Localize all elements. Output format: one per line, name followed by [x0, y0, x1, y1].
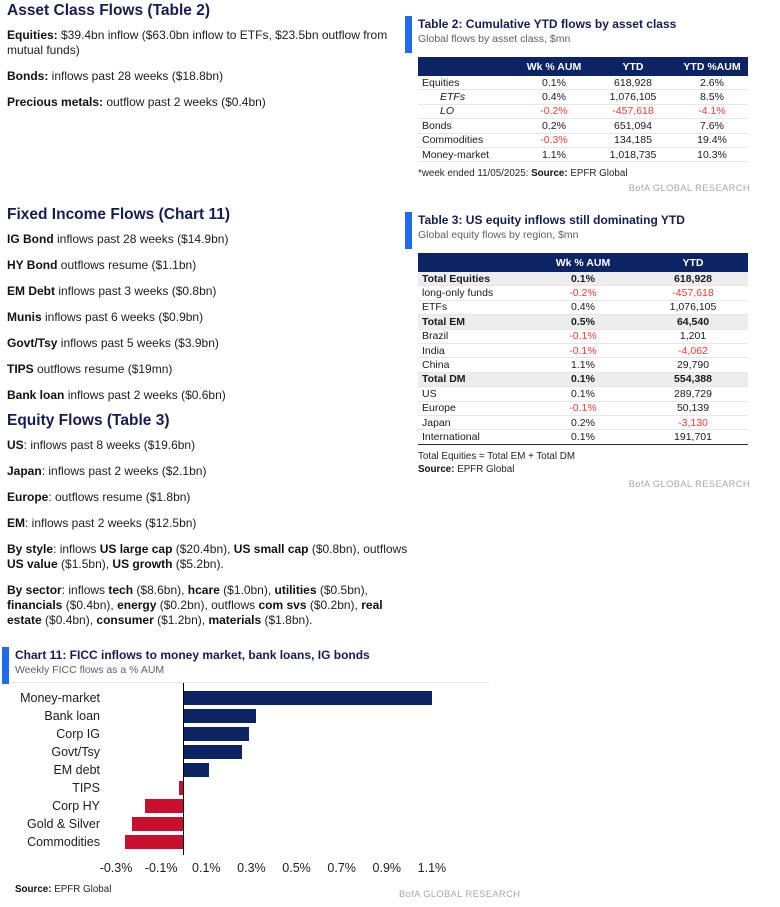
row-label: Total Equities: [418, 272, 528, 286]
table-row: [418, 329, 748, 343]
column-header: YTD: [638, 253, 748, 272]
row-label: Money-market: [418, 147, 518, 161]
table3-footnote: [418, 450, 750, 476]
cell-value: 2.6%: [676, 76, 748, 90]
bofa-brand-line: BofA GLOBAL RESEARCH: [628, 478, 750, 489]
cell-value: -457,618: [638, 286, 748, 300]
table2-footnote: [418, 167, 750, 180]
table-row: [418, 119, 748, 133]
cell-value: -0.1%: [528, 329, 638, 343]
x-tick-label: 0.9%: [372, 861, 402, 875]
bar-em-debt: [184, 763, 209, 777]
source-value: EPFR Global: [51, 884, 112, 895]
x-tick-label: 0.5%: [282, 861, 311, 875]
table-row: [418, 315, 748, 329]
table-row: [418, 104, 748, 118]
cell-value: 1.1%: [528, 358, 638, 372]
accent-bar: [405, 16, 412, 53]
table3-title: Table 3: US equity inflows still dominating YTD: [418, 213, 685, 227]
commentary-paragraph: By style: inflows US large cap ($20.4bn), US small cap ($0.8bn), outflows US value ($1.5bn), US growth ($5.2bn).: [7, 542, 408, 571]
cell-value: -4.1%: [676, 104, 748, 118]
equity-flows-by-region-table: [418, 253, 748, 445]
table-row: [418, 415, 748, 429]
column-header: [418, 253, 528, 272]
row-label: LO: [418, 104, 518, 118]
table3-header: [405, 210, 750, 248]
category-label: Gold & Silver: [27, 817, 100, 831]
source-value: EPFR Global: [567, 168, 628, 180]
cell-value: 0.1%: [518, 76, 590, 90]
bar-govt-tsy: [184, 745, 243, 759]
column-header: Wk % AUM: [528, 253, 638, 272]
category-label: Commodities: [27, 835, 100, 849]
cell-value: 0.1%: [528, 272, 638, 286]
row-label: ETFs: [418, 300, 528, 314]
cell-value: 8.5%: [676, 90, 748, 104]
cell-value: -0.1%: [528, 401, 638, 415]
chart11-panel: [2, 645, 489, 895]
table2-title: Table 2: Cumulative YTD flows by asset class: [418, 17, 677, 31]
table2-header: [405, 14, 750, 52]
category-label: Money-market: [20, 691, 100, 705]
commentary-paragraph: Bank loan inflows past 2 weeks ($0.6bn): [7, 388, 226, 402]
x-tick-label: -0.1%: [144, 861, 178, 875]
category-label: Bank loan: [44, 709, 100, 723]
chart11-plot: [2, 686, 489, 875]
cell-value: 19.4%: [676, 133, 748, 147]
table-row: [418, 430, 748, 444]
cell-value: -0.2%: [528, 286, 638, 300]
commentary-paragraph: Europe: outflows resume ($1.8bn): [7, 490, 191, 504]
source-label: Source:: [15, 884, 52, 895]
cell-value: 651,094: [590, 119, 676, 133]
cell-value: 50,139: [638, 401, 748, 415]
asset-class-flows-table: [418, 57, 748, 162]
commentary-paragraph: EM Debt inflows past 3 weeks ($0.8bn): [7, 284, 217, 298]
table-row: [418, 358, 748, 372]
accent-bar: [405, 212, 412, 249]
row-label: Total DM: [418, 372, 528, 386]
cell-value: 191,701: [638, 430, 748, 444]
cell-value: 1,076,105: [638, 300, 748, 314]
category-label: TIPS: [72, 781, 100, 795]
category-label: Corp HY: [52, 799, 100, 813]
commentary-paragraph: Japan: inflows past 2 weeks ($2.1bn): [7, 464, 207, 478]
table-row: [418, 133, 748, 147]
section-1: [7, 205, 412, 414]
chart11-subtitle: Weekly FICC flows as a % AUM: [15, 664, 165, 676]
cell-value: 0.1%: [528, 430, 638, 444]
cell-value: 0.2%: [528, 415, 638, 429]
row-label: Commodities: [418, 133, 518, 147]
cell-value: 0.2%: [518, 119, 590, 133]
commentary-paragraph: Equities: $39.4bn inflow ($63.0bn inflow to ETFs, $23.5bn outflow from mutual funds): [7, 28, 388, 57]
section-heading: Fixed Income Flows (Chart 11): [7, 206, 231, 223]
chart11-header: [2, 645, 489, 683]
row-label: Total EM: [418, 315, 528, 329]
chart11-title: Chart 11: FICC inflows to money market, bank loans, IG bonds: [15, 648, 370, 662]
cell-value: -0.2%: [518, 104, 590, 118]
table-row: [418, 147, 748, 161]
row-label: ETFs: [418, 90, 518, 104]
category-label: EM debt: [53, 763, 100, 777]
commentary-paragraph: By sector: inflows tech ($8.6bn), hcare ($1.0bn), utilities ($0.5bn), financials ($0.4bn), energy ($0.2bn), outflows com svs ($0.2bn), real estate ($0.4bn), consumer ($1.2bn), materials ($1.8bn).: [7, 583, 383, 627]
zero-axis-line: [183, 683, 185, 855]
x-axis-ticks: [99, 861, 459, 877]
section-heading: Equity Flows (Table 3): [7, 412, 170, 429]
section-0: [7, 1, 412, 121]
row-label: International: [418, 430, 528, 444]
x-tick-label: 0.3%: [237, 861, 266, 875]
cell-value: 289,729: [638, 387, 748, 401]
cell-value: 554,388: [638, 372, 748, 386]
cell-value: 10.3%: [676, 147, 748, 161]
category-label: Govt/Tsy: [51, 745, 100, 759]
source-label: Source:: [418, 463, 455, 475]
row-label: Brazil: [418, 329, 528, 343]
table-row: [418, 387, 748, 401]
cell-value: 1,018,735: [590, 147, 676, 161]
x-tick-label: -0.3%: [99, 861, 133, 875]
source-label: Source:: [531, 168, 568, 180]
bar-gold-silver: [132, 817, 184, 831]
column-header: YTD %AUM: [676, 57, 748, 76]
cell-value: 64,540: [638, 315, 748, 329]
table2-card: [405, 14, 750, 193]
cell-value: 618,928: [590, 76, 676, 90]
section-2: [7, 411, 412, 639]
bar-corp-hy: [145, 799, 183, 813]
bars-area: [107, 686, 459, 852]
cell-value: 618,928: [638, 272, 748, 286]
bar-money-market: [184, 691, 432, 705]
commentary-paragraph: US: inflows past 8 weeks ($19.6bn): [7, 438, 196, 452]
commentary-paragraph: IG Bond inflows past 28 weeks ($14.9bn): [7, 232, 229, 246]
row-label: India: [418, 343, 528, 357]
cell-value: 1,201: [638, 329, 748, 343]
row-label: long-only funds: [418, 286, 528, 300]
cell-value: 0.5%: [528, 315, 638, 329]
footnote-text: *week ended 11/05/2025:: [418, 168, 532, 180]
source-value: EPFR Global: [454, 463, 515, 475]
footnote-text: Total Equities = Total EM + Total DM: [418, 450, 576, 462]
commentary-paragraph: Bonds: inflows past 28 weeks ($18.8bn): [7, 69, 224, 83]
cell-value: 1,076,105: [590, 90, 676, 104]
bofa-brand-footer: BofA GLOBAL RESEARCH: [399, 889, 521, 899]
cell-value: 0.1%: [528, 372, 638, 386]
table-row: [418, 90, 748, 104]
commentary-paragraph: HY Bond outflows resume ($1.1bn): [7, 258, 197, 272]
cell-value: -4,062: [638, 343, 748, 357]
cell-value: 7.6%: [676, 119, 748, 133]
category-label: Corp IG: [56, 727, 100, 741]
cell-value: 134,185: [590, 133, 676, 147]
bar-bank-loan: [184, 709, 256, 723]
row-label: Bonds: [418, 119, 518, 133]
table-row: [418, 300, 748, 314]
table-row: [418, 272, 748, 286]
table3-subtitle: Global equity flows by region, $mn: [418, 229, 579, 241]
row-label: US: [418, 387, 528, 401]
bofa-brand-line: BofA GLOBAL RESEARCH: [628, 183, 750, 194]
cell-value: -0.3%: [518, 133, 590, 147]
column-header: [418, 57, 518, 76]
table-row: [418, 372, 748, 386]
cell-value: -457,618: [590, 104, 676, 118]
column-header: Wk % AUM: [518, 57, 590, 76]
table3-card: [405, 210, 750, 489]
commentary-paragraph: Precious metals: outflow past 2 weeks ($0.4bn): [7, 95, 266, 109]
cell-value: -3,130: [638, 415, 748, 429]
bar-corp-ig: [184, 727, 249, 741]
row-label: China: [418, 358, 528, 372]
cell-value: 0.4%: [518, 90, 590, 104]
cell-value: 29,790: [638, 358, 748, 372]
x-tick-label: 0.7%: [327, 861, 356, 875]
table-row: [418, 343, 748, 357]
table-row: [418, 401, 748, 415]
row-label: Europe: [418, 401, 528, 415]
bar-commodities: [125, 835, 184, 849]
cell-value: 1.1%: [518, 147, 590, 161]
cell-value: 0.1%: [528, 387, 638, 401]
row-label: Japan: [418, 415, 528, 429]
accent-bar: [2, 647, 9, 684]
table-row: [418, 76, 748, 90]
cell-value: -0.1%: [528, 343, 638, 357]
x-tick-label: 1.1%: [417, 861, 447, 875]
table-row: [418, 286, 748, 300]
table2-subtitle: Global flows by asset class, $mn: [418, 33, 571, 45]
commentary-paragraph: TIPS outflows resume ($19mn): [7, 362, 173, 376]
commentary-paragraph: EM: inflows past 2 weeks ($12.5bn): [7, 516, 197, 530]
column-header: YTD: [590, 57, 676, 76]
commentary-paragraph: Govt/Tsy inflows past 5 weeks ($3.9bn): [7, 336, 219, 350]
row-label: Equities: [418, 76, 518, 90]
cell-value: 0.4%: [528, 300, 638, 314]
section-heading: Asset Class Flows (Table 2): [7, 2, 210, 19]
x-tick-label: 0.1%: [192, 861, 221, 875]
commentary-paragraph: Munis inflows past 6 weeks ($0.9bn): [7, 310, 204, 324]
